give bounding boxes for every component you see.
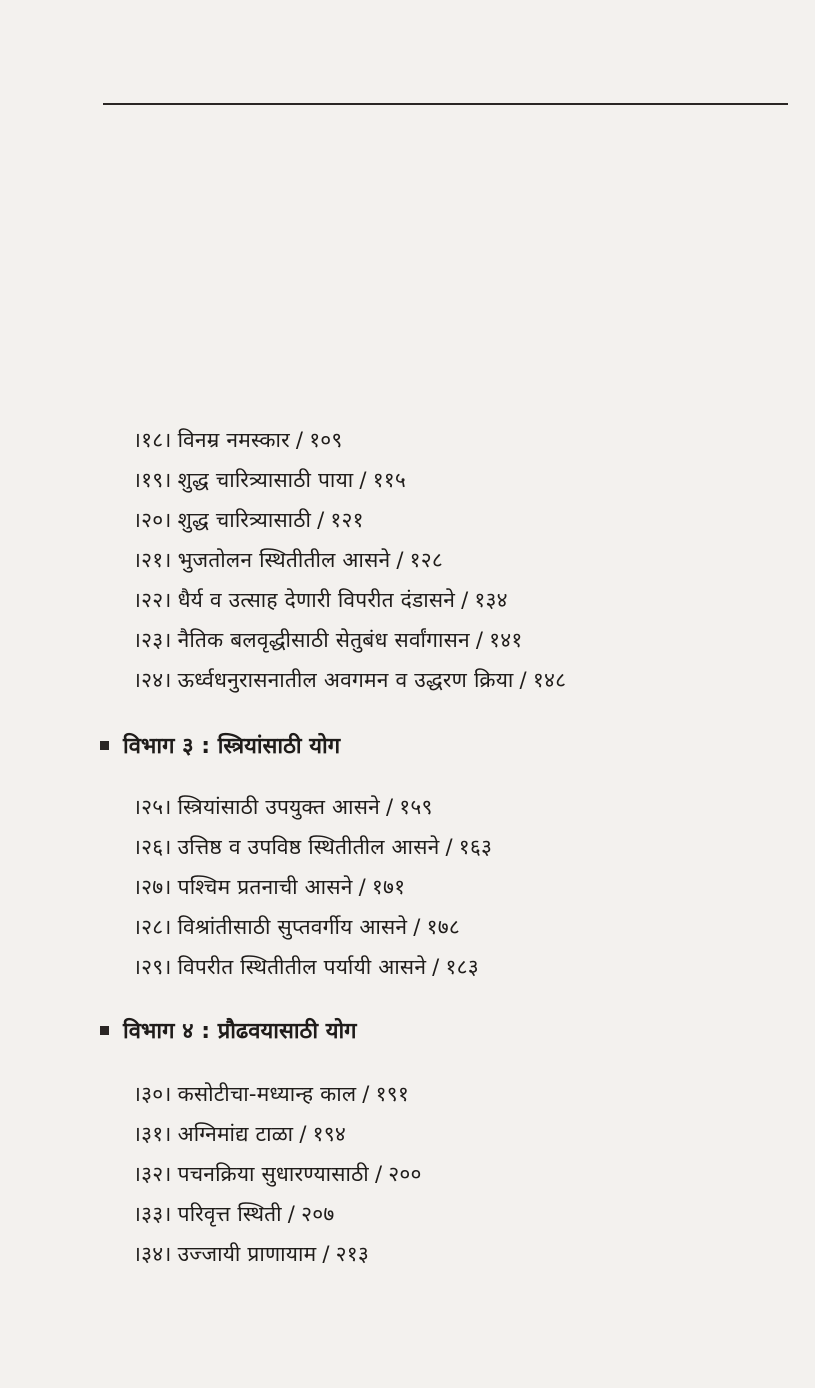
- chapter-number: ।१८।: [133, 428, 172, 452]
- page-separator: /: [396, 548, 404, 572]
- square-bullet-icon: [100, 1026, 109, 1035]
- square-bullet-icon: [100, 741, 109, 750]
- chapter-title: उज्जायी प्राणायाम: [177, 1242, 317, 1266]
- toc-entry: [133, 830, 492, 864]
- page-number: २१३: [335, 1242, 370, 1266]
- chapter-number: ।१९।: [133, 468, 172, 492]
- chapter-title: पचनक्रिया सुधारण्यासाठी: [177, 1162, 369, 1186]
- page-number: १२८: [409, 548, 443, 572]
- chapter-number: ।३२।: [133, 1162, 172, 1186]
- chapter-number: ।२२।: [133, 588, 172, 612]
- page-number: १४८: [532, 668, 567, 692]
- chapter-number: ।२०।: [133, 508, 172, 532]
- page-number: १७८: [426, 915, 460, 939]
- toc-entry: [133, 870, 405, 904]
- section-heading-text: विभाग ४ : प्रौढवयासाठी योग: [123, 1019, 357, 1044]
- chapter-number: ।३३।: [133, 1202, 172, 1226]
- toc-entry: [133, 910, 460, 944]
- page-number: १९१: [375, 1082, 409, 1106]
- chapter-number: ।३१।: [133, 1122, 172, 1146]
- page-number: १२१: [330, 508, 364, 532]
- page-number: १६३: [458, 835, 493, 859]
- chapter-title: विपरीत स्थितीतील पर्यायी आसने: [177, 955, 427, 979]
- page-separator: /: [317, 508, 325, 532]
- chapter-title: शुद्ध चारित्र्यासाठी: [177, 508, 312, 532]
- page-separator: /: [358, 875, 366, 899]
- chapter-title: उत्तिष्ठ व उपविष्ठ स्थितीतील आसने: [177, 835, 440, 859]
- section-heading-text: विभाग ३ : स्त्रियांसाठी योग: [123, 734, 341, 759]
- chapter-title: शुद्ध चारित्र्यासाठी पाया: [177, 468, 354, 492]
- toc-entry: [133, 1157, 422, 1191]
- page-separator: /: [299, 1122, 307, 1146]
- chapter-number: ।२१।: [133, 548, 172, 572]
- section-heading: [100, 729, 340, 765]
- page-separator: /: [374, 1162, 383, 1186]
- chapter-number: ।३४।: [133, 1242, 172, 1266]
- chapter-title: ऊर्ध्वधनुरासनातील अवगमन व उद्धरण क्रिया: [177, 668, 514, 692]
- page-separator: /: [445, 835, 453, 859]
- toc-entry: [133, 623, 523, 657]
- page-number: २००: [388, 1162, 422, 1186]
- page-separator: /: [295, 428, 304, 452]
- chapter-number: ।२९।: [133, 955, 172, 979]
- chapter-number: ।२८।: [133, 915, 172, 939]
- toc-entry: [133, 950, 479, 984]
- page-number: १५९: [399, 795, 433, 819]
- page-separator: /: [359, 468, 367, 492]
- page-number: १४१: [489, 628, 523, 652]
- chapter-number: ।३०।: [133, 1082, 172, 1106]
- header-rule: [103, 103, 788, 105]
- chapter-title: विश्रांतीसाठी सुप्तवर्गीय आसने: [177, 915, 408, 939]
- page-number: २०७: [301, 1202, 335, 1226]
- page-separator: /: [475, 628, 484, 652]
- toc-entry: [133, 663, 566, 697]
- page-separator: /: [432, 955, 440, 979]
- section-heading: [100, 1014, 357, 1050]
- chapter-number: ।२४।: [133, 668, 172, 692]
- page-separator: /: [322, 1242, 330, 1266]
- page-separator: /: [413, 915, 421, 939]
- chapter-title: स्त्रियांसाठी उपयुक्त आसने: [177, 795, 380, 819]
- chapter-title: धैर्य व उत्साह देणारी विपरीत दंडासने: [177, 588, 456, 612]
- page-number: १३४: [474, 588, 508, 612]
- chapter-title: कसोटीचा-मध्यान्ह काल: [177, 1082, 357, 1106]
- page-separator: /: [385, 795, 394, 819]
- toc-entry: [133, 583, 508, 617]
- toc-entry: [133, 1077, 409, 1111]
- page-number: १०९: [309, 428, 343, 452]
- toc-entry: [133, 423, 343, 457]
- page-number: १७१: [371, 875, 406, 899]
- toc-entry: [133, 463, 406, 497]
- chapter-title: भुजतोलन स्थितीतील आसने: [177, 548, 391, 572]
- page-separator: /: [461, 588, 469, 612]
- toc-entry: [133, 1197, 334, 1231]
- toc-entry: [133, 1237, 369, 1271]
- toc-entry: [133, 503, 364, 537]
- chapter-number: ।२३।: [133, 628, 172, 652]
- chapter-number: ।२५।: [133, 795, 172, 819]
- page-separator: /: [519, 668, 527, 692]
- toc-entry: [133, 790, 433, 824]
- chapter-title: नैतिक बलवृद्धीसाठी सेतुबंध सर्वांगासन: [177, 628, 470, 652]
- toc-entry: [133, 1117, 346, 1151]
- page-number: १९४: [312, 1122, 346, 1146]
- chapter-number: ।२७।: [133, 875, 172, 899]
- page-number: ११५: [372, 468, 407, 492]
- chapter-title: अग्निमांद्य टाळा: [177, 1122, 294, 1146]
- chapter-title: विनम्र नमस्कार: [177, 428, 290, 452]
- toc-entry: [133, 543, 443, 577]
- chapter-title: परिवृत्त स्थिती: [177, 1202, 282, 1226]
- chapter-title: पश्चिम प्रतनाची आसने: [177, 875, 353, 899]
- page-separator: /: [287, 1202, 296, 1226]
- page-separator: /: [362, 1082, 370, 1106]
- chapter-number: ।२६।: [133, 835, 172, 859]
- page-number: १८३: [445, 955, 479, 979]
